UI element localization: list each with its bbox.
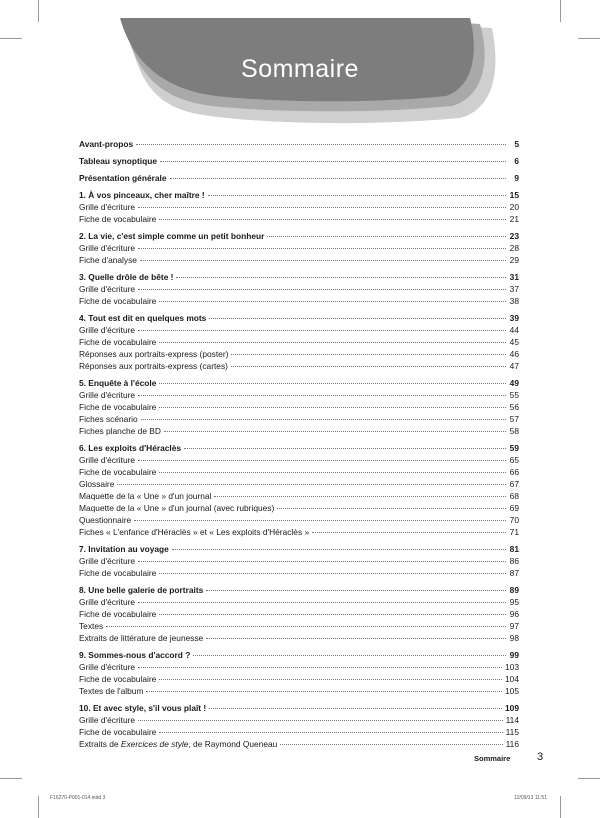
toc-page-number: 114 bbox=[505, 715, 519, 725]
toc-subentry-row bbox=[79, 360, 519, 372]
toc-entry-label: Extraits de Exercices de style, de Raymond Queneau bbox=[79, 739, 278, 749]
toc-page-number: 29 bbox=[509, 255, 519, 265]
toc-subentry-row bbox=[79, 254, 519, 266]
dot-leader bbox=[136, 144, 506, 145]
toc-chapter-row bbox=[79, 584, 519, 596]
toc-page-number: 65 bbox=[509, 455, 519, 465]
toc-page-number: 70 bbox=[509, 515, 519, 525]
dot-leader bbox=[164, 431, 506, 432]
toc-entry-label: 5. Enquête à l'école bbox=[79, 378, 157, 388]
toc-page-number: 5 bbox=[514, 139, 519, 149]
dot-leader bbox=[134, 520, 506, 521]
toc-entry-label: Maquette de la « Une » d'un journal (avec rubriques) bbox=[79, 503, 275, 513]
toc-entry-label: Réponses aux portraits-express (poster) bbox=[79, 349, 229, 359]
toc-entry-label: Grille d'écriture bbox=[79, 556, 136, 566]
toc-page-number: 97 bbox=[509, 621, 519, 631]
toc-subentry-row bbox=[79, 567, 519, 579]
dot-leader bbox=[138, 602, 506, 603]
dot-leader bbox=[138, 248, 506, 249]
dot-leader bbox=[159, 679, 502, 680]
dot-leader bbox=[159, 342, 506, 343]
toc-chapter-row bbox=[79, 138, 519, 150]
dot-leader bbox=[138, 460, 506, 461]
toc-page-number: 23 bbox=[509, 231, 519, 241]
toc-page-number: 87 bbox=[509, 568, 519, 578]
crop-mark bbox=[578, 778, 600, 779]
toc-chapter-row bbox=[79, 155, 519, 167]
toc-page-number: 21 bbox=[509, 214, 519, 224]
dot-leader bbox=[267, 236, 506, 237]
toc-entry-label: Grille d'écriture bbox=[79, 284, 136, 294]
dot-leader bbox=[184, 448, 506, 449]
toc-entry-label: Fiche de vocabulaire bbox=[79, 402, 157, 412]
dot-leader bbox=[159, 219, 506, 220]
toc-subentry-row bbox=[79, 348, 519, 360]
toc-entry-label: Grille d'écriture bbox=[79, 715, 136, 725]
dot-leader bbox=[209, 318, 506, 319]
toc-subentry-row bbox=[79, 413, 519, 425]
dot-leader bbox=[159, 472, 506, 473]
toc-chapter-row bbox=[79, 649, 519, 661]
toc-entry-label: Fiche de vocabulaire bbox=[79, 337, 157, 347]
crop-mark bbox=[0, 778, 22, 779]
toc-page-number: 46 bbox=[509, 349, 519, 359]
toc-page-number: 31 bbox=[509, 272, 519, 282]
dot-leader bbox=[160, 161, 506, 162]
toc-page-number: 66 bbox=[509, 467, 519, 477]
toc-entry-label: Grille d'écriture bbox=[79, 325, 136, 335]
dot-leader bbox=[231, 354, 506, 355]
toc-subentry-row bbox=[79, 490, 519, 502]
toc-entry-label: Grille d'écriture bbox=[79, 455, 136, 465]
toc-page-number: 67 bbox=[509, 479, 519, 489]
toc-page-number: 9 bbox=[514, 173, 519, 183]
toc-page-number: 81 bbox=[509, 544, 519, 554]
toc-page-number: 39 bbox=[509, 313, 519, 323]
crop-mark bbox=[560, 796, 561, 818]
toc-page-number: 59 bbox=[509, 443, 519, 453]
dot-leader bbox=[312, 532, 506, 533]
toc-page-number: 89 bbox=[509, 585, 519, 595]
dot-leader bbox=[206, 590, 506, 591]
toc-chapter-row bbox=[79, 702, 519, 714]
dot-leader bbox=[138, 395, 506, 396]
toc-subentry-row bbox=[79, 213, 519, 225]
toc-entry-label: Maquette de la « Une » d'un journal bbox=[79, 491, 212, 501]
toc-page-number: 15 bbox=[509, 190, 519, 200]
toc-entry-label: Extraits de littérature de jeunesse bbox=[79, 633, 204, 643]
toc-page-number: 45 bbox=[509, 337, 519, 347]
toc-page-number: 99 bbox=[509, 650, 519, 660]
toc-entry-label: 6. Les exploits d'Héraclès bbox=[79, 443, 182, 453]
toc-subentry-row bbox=[79, 466, 519, 478]
toc-entry-label: Tableau synoptique bbox=[79, 156, 158, 166]
dot-leader bbox=[170, 178, 506, 179]
toc-subentry-row bbox=[79, 661, 519, 673]
toc-chapter-row bbox=[79, 230, 519, 242]
toc-subentry-row bbox=[79, 632, 519, 644]
toc-entry-label: Fiche de vocabulaire bbox=[79, 674, 157, 684]
toc-subentry-row bbox=[79, 514, 519, 526]
toc-entry-label: Grille d'écriture bbox=[79, 202, 136, 212]
toc-page-number: 58 bbox=[509, 426, 519, 436]
toc-subentry-row bbox=[79, 596, 519, 608]
toc-page-number: 96 bbox=[509, 609, 519, 619]
toc-entry-label: Fiche d'analyse bbox=[79, 255, 137, 265]
toc-page-number: 104 bbox=[505, 674, 519, 684]
crop-mark bbox=[578, 38, 600, 39]
toc-entry-label: Textes bbox=[79, 621, 104, 631]
toc-subentry-row bbox=[79, 726, 519, 738]
dot-leader bbox=[106, 626, 506, 627]
dot-leader bbox=[138, 207, 506, 208]
dot-leader bbox=[138, 667, 502, 668]
toc-subentry-row bbox=[79, 201, 519, 213]
toc-entry-label: Grille d'écriture bbox=[79, 390, 136, 400]
dot-leader bbox=[159, 407, 506, 408]
print-slug-file: F16270-P001-014.indd 3 bbox=[50, 795, 106, 801]
toc-entry-label: Grille d'écriture bbox=[79, 662, 136, 672]
toc-entry-label: Textes de l'album bbox=[79, 686, 144, 696]
toc-entry-label: Réponses aux portraits-express (cartes) bbox=[79, 361, 228, 371]
toc-subentry-row bbox=[79, 401, 519, 413]
toc-page-number: 55 bbox=[509, 390, 519, 400]
footer-section-label: Sommaire bbox=[474, 754, 511, 763]
toc-subentry-row bbox=[79, 425, 519, 437]
table-of-contents bbox=[79, 138, 519, 750]
toc-entry-label: Fiches scénario bbox=[79, 414, 138, 424]
toc-entry-label: Glossaire bbox=[79, 479, 115, 489]
toc-entry-label: Grille d'écriture bbox=[79, 243, 136, 253]
toc-entry-label: Fiche de vocabulaire bbox=[79, 727, 157, 737]
toc-chapter-row bbox=[79, 442, 519, 454]
toc-page-number: 38 bbox=[509, 296, 519, 306]
toc-page-number: 28 bbox=[509, 243, 519, 253]
crop-mark bbox=[0, 38, 22, 39]
toc-subentry-row bbox=[79, 389, 519, 401]
dot-leader bbox=[214, 496, 506, 497]
crop-mark bbox=[560, 0, 561, 22]
toc-page-number: 49 bbox=[509, 378, 519, 388]
toc-subentry-row bbox=[79, 454, 519, 466]
toc-subentry-row bbox=[79, 295, 519, 307]
dot-leader bbox=[138, 561, 506, 562]
toc-subentry-row bbox=[79, 242, 519, 254]
toc-subentry-row bbox=[79, 555, 519, 567]
toc-page-number: 56 bbox=[509, 402, 519, 412]
dot-leader bbox=[141, 419, 506, 420]
dot-leader bbox=[159, 614, 506, 615]
toc-entry-label: 4. Tout est dit en quelques mots bbox=[79, 313, 207, 323]
dot-leader bbox=[159, 573, 506, 574]
toc-entry-label: 3. Quelle drôle de bête ! bbox=[79, 272, 174, 282]
toc-page-number: 95 bbox=[509, 597, 519, 607]
toc-entry-label: Avant-propos bbox=[79, 139, 134, 149]
toc-chapter-row bbox=[79, 312, 519, 324]
toc-entry-label: Fiche de vocabulaire bbox=[79, 609, 157, 619]
toc-entry-label: Fiche de vocabulaire bbox=[79, 296, 157, 306]
toc-page-number: 71 bbox=[509, 527, 519, 537]
toc-page-number: 115 bbox=[505, 727, 519, 737]
dot-leader bbox=[140, 260, 506, 261]
toc-subentry-row bbox=[79, 673, 519, 685]
toc-page-number: 57 bbox=[509, 414, 519, 424]
crop-mark bbox=[38, 796, 39, 818]
dot-leader bbox=[209, 708, 502, 709]
page-title: Sommaire bbox=[241, 55, 359, 83]
dot-leader bbox=[231, 366, 506, 367]
dot-leader bbox=[138, 289, 506, 290]
dot-leader bbox=[159, 732, 502, 733]
toc-page-number: 69 bbox=[509, 503, 519, 513]
dot-leader bbox=[146, 691, 502, 692]
toc-page-number: 103 bbox=[505, 662, 519, 672]
crop-mark bbox=[38, 0, 39, 22]
dot-leader bbox=[159, 383, 506, 384]
page-number: 3 bbox=[537, 751, 544, 763]
toc-subentry-row bbox=[79, 685, 519, 697]
toc-subentry-row bbox=[79, 526, 519, 538]
toc-subentry-row bbox=[79, 714, 519, 726]
dot-leader bbox=[117, 484, 506, 485]
toc-subentry-row bbox=[79, 608, 519, 620]
dot-leader bbox=[206, 638, 506, 639]
toc-entry-label: 9. Sommes-nous d'accord ? bbox=[79, 650, 191, 660]
dot-leader bbox=[138, 330, 506, 331]
toc-entry-label: 2. La vie, c'est simple comme un petit bonheur bbox=[79, 231, 265, 241]
toc-entry-label: 8. Une belle galerie de portraits bbox=[79, 585, 204, 595]
toc-chapter-row bbox=[79, 189, 519, 201]
toc-chapter-row bbox=[79, 543, 519, 555]
toc-chapter-row bbox=[79, 172, 519, 184]
toc-entry-label: Présentation générale bbox=[79, 173, 167, 183]
dot-leader bbox=[159, 301, 506, 302]
print-slug-date: 12/09/13 11:51 bbox=[514, 795, 547, 801]
toc-page-number: 109 bbox=[505, 703, 519, 713]
toc-page-number: 68 bbox=[509, 491, 519, 501]
toc-subentry-row bbox=[79, 324, 519, 336]
dot-leader bbox=[277, 508, 506, 509]
toc-entry-label: 7. Invitation au voyage bbox=[79, 544, 169, 554]
toc-subentry-row bbox=[79, 738, 519, 750]
dot-leader bbox=[176, 277, 506, 278]
toc-page-number: 37 bbox=[509, 284, 519, 294]
dot-leader bbox=[280, 744, 502, 745]
toc-page-number: 44 bbox=[509, 325, 519, 335]
toc-page-number: 6 bbox=[514, 156, 519, 166]
toc-entry-label: Grille d'écriture bbox=[79, 597, 136, 607]
toc-page-number: 86 bbox=[509, 556, 519, 566]
dot-leader bbox=[138, 720, 503, 721]
toc-entry-label: Fiche de vocabulaire bbox=[79, 467, 157, 477]
toc-entry-label: Fiches planche de BD bbox=[79, 426, 161, 436]
toc-entry-label: Fiche de vocabulaire bbox=[79, 568, 157, 578]
toc-subentry-row bbox=[79, 620, 519, 632]
dot-leader bbox=[172, 549, 506, 550]
toc-entry-label: Fiche de vocabulaire bbox=[79, 214, 157, 224]
dot-leader bbox=[208, 195, 506, 196]
toc-page-number: 98 bbox=[509, 633, 519, 643]
dot-leader bbox=[193, 655, 506, 656]
book-title: Exercices de style bbox=[120, 739, 189, 749]
toc-subentry-row bbox=[79, 283, 519, 295]
toc-subentry-row bbox=[79, 336, 519, 348]
toc-chapter-row bbox=[79, 377, 519, 389]
toc-page-number: 47 bbox=[509, 361, 519, 371]
toc-entry-label: Questionnaire bbox=[79, 515, 132, 525]
toc-entry-label: 1. À vos pinceaux, cher maître ! bbox=[79, 190, 205, 200]
toc-chapter-row bbox=[79, 271, 519, 283]
toc-subentry-row bbox=[79, 478, 519, 490]
toc-page-number: 105 bbox=[505, 686, 519, 696]
toc-entry-label: 10. Et avec style, s'il vous plaît ! bbox=[79, 703, 207, 713]
toc-subentry-row bbox=[79, 502, 519, 514]
toc-entry-label: Fiches « L'enfance d'Héraclès » et « Les exploits d'Héraclès » bbox=[79, 527, 310, 537]
toc-page-number: 116 bbox=[505, 739, 519, 749]
toc-page-number: 20 bbox=[509, 202, 519, 212]
